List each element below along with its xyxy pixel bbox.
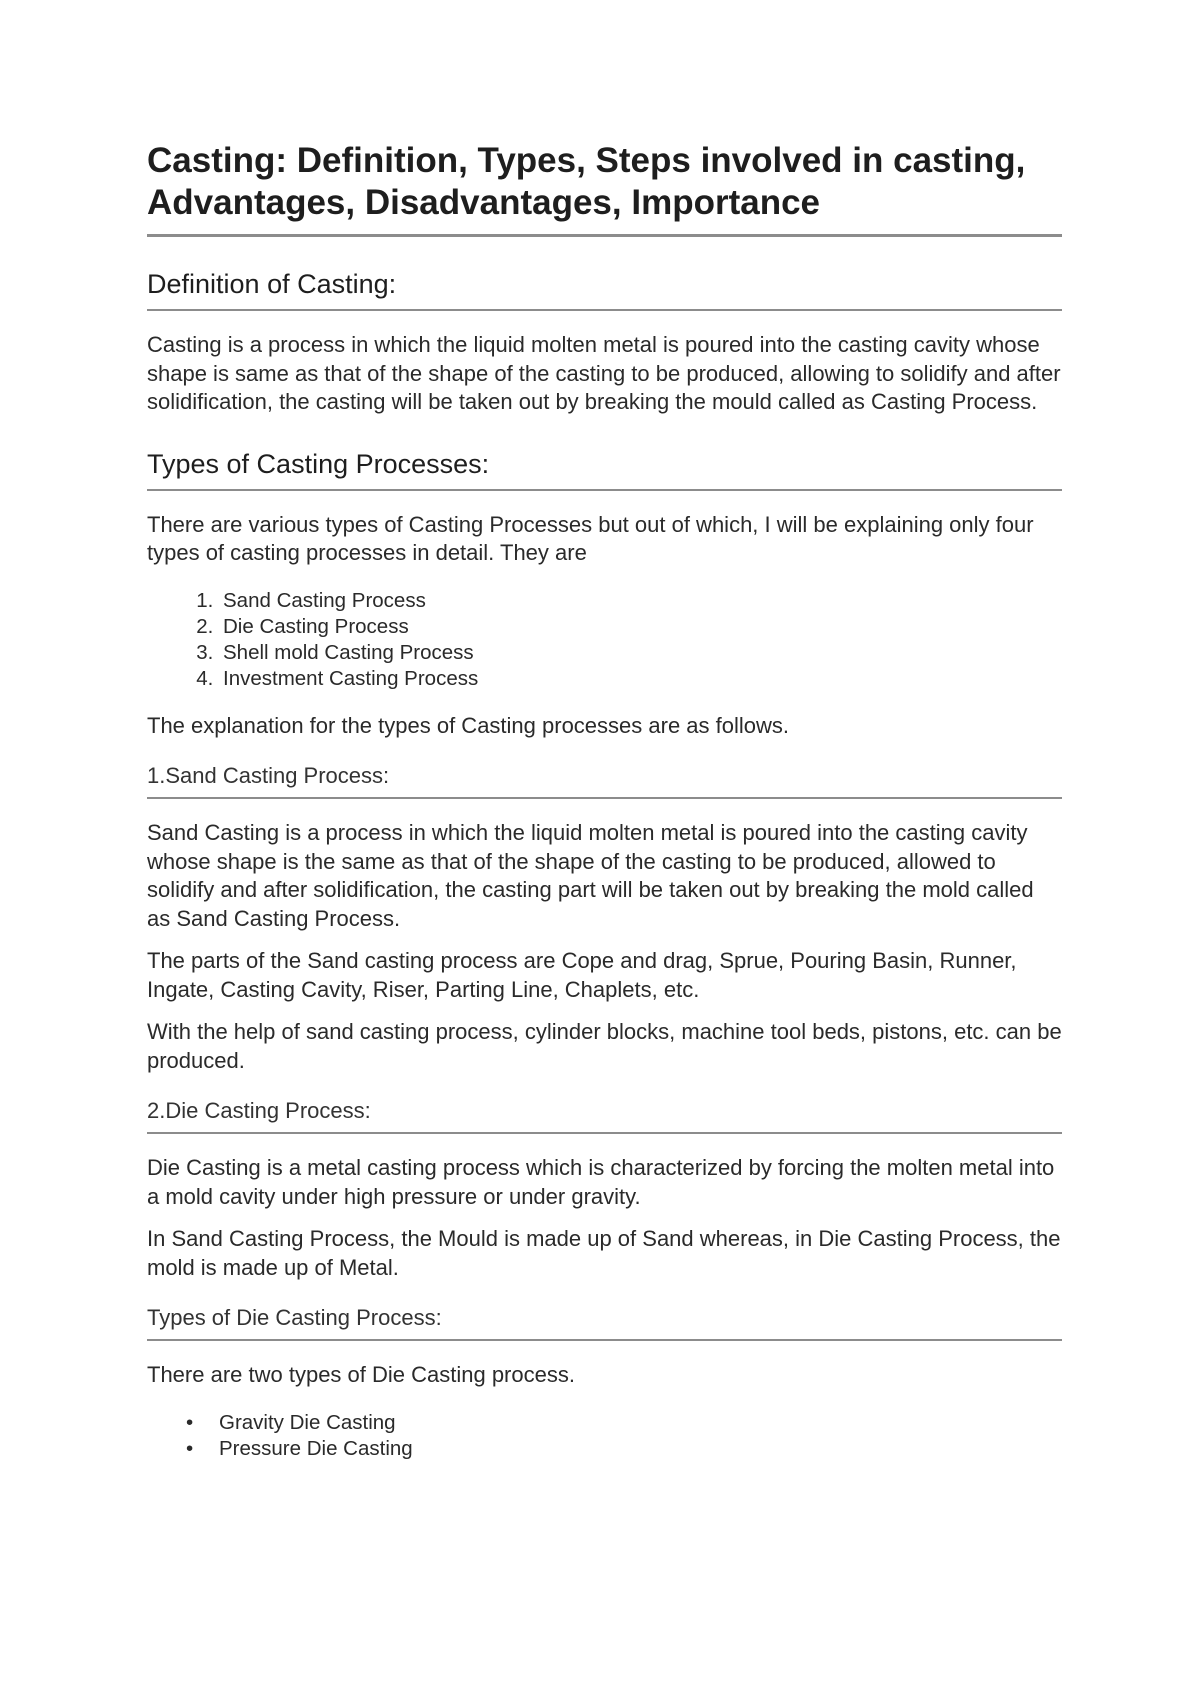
list-item [186, 1410, 1062, 1436]
die-types-heading: Types of Die Casting Process: [147, 1304, 1062, 1341]
sand-paragraph: The parts of the Sand casting process are Cope and drag, Sprue, Pouring Basin, Runner, Ingate, Casting Cavity, Riser, Parting Line, Chaplets, etc. [147, 948, 1017, 1002]
sand-paragraph: With the help of sand casting process, cylinder blocks, machine tool beds, pistons, etc. can be produced. [147, 1019, 1062, 1073]
list-item-label: Gravity Die Casting [219, 1410, 396, 1434]
list-item: 4. Investment Casting Process [219, 666, 1062, 692]
list-item [186, 1436, 1062, 1462]
list-item: 1. Sand Casting Process [219, 588, 1062, 614]
bullet-icon: • [186, 1436, 194, 1460]
sand-casting-heading: 1.Sand Casting Process: [147, 762, 1062, 799]
die-paragraph: Die Casting is a metal casting process which is characterized by forcing the molten metal into a mold cavity under high pressure or under gravity. [147, 1155, 1055, 1209]
page-title: Casting: Definition, Types, Steps involved in casting, Advantages, Disadvantages, Importance [147, 140, 1062, 237]
definition-heading: Definition of Casting: [147, 267, 1062, 311]
list-item: 3. Shell mold Casting Process [219, 640, 1062, 666]
definition-paragraph: Casting is a process in which the liquid molten metal is poured into the casting cavity whose shape is same as that of the shape of the casting to be produced, allowing to solidify and after solidification, the casting will be taken out by breaking the mould called as Casting Process. [147, 332, 1061, 414]
die-casting-heading: 2.Die Casting Process: [147, 1097, 1062, 1134]
die-types-list [147, 1410, 1062, 1462]
die-types-intro: There are two types of Die Casting process. [147, 1362, 575, 1387]
sand-paragraph: Sand Casting is a process in which the liquid molten metal is poured into the casting cavity whose shape is the same as that of the shape of the casting to be produced, allowed to solidify and after solidification, the casting part will be taken out by breaking the mold called as Sand Casting Process. [147, 820, 1034, 931]
types-list [147, 588, 1062, 692]
list-item-label: Pressure Die Casting [219, 1436, 413, 1460]
document-page [147, 140, 1062, 1462]
types-outro: The explanation for the types of Casting processes are as follows. [147, 712, 790, 738]
types-intro: There are various types of Casting Processes but out of which, I will be explaining only four types of casting processes in detail. They are [147, 511, 1034, 565]
bullet-icon: • [186, 1410, 194, 1434]
die-paragraph: In Sand Casting Process, the Mould is made up of Sand whereas, in Die Casting Process, the mold is made up of Metal. [147, 1226, 1061, 1280]
types-heading: Types of Casting Processes: [147, 447, 1062, 491]
list-item: 2. Die Casting Process [219, 614, 1062, 640]
